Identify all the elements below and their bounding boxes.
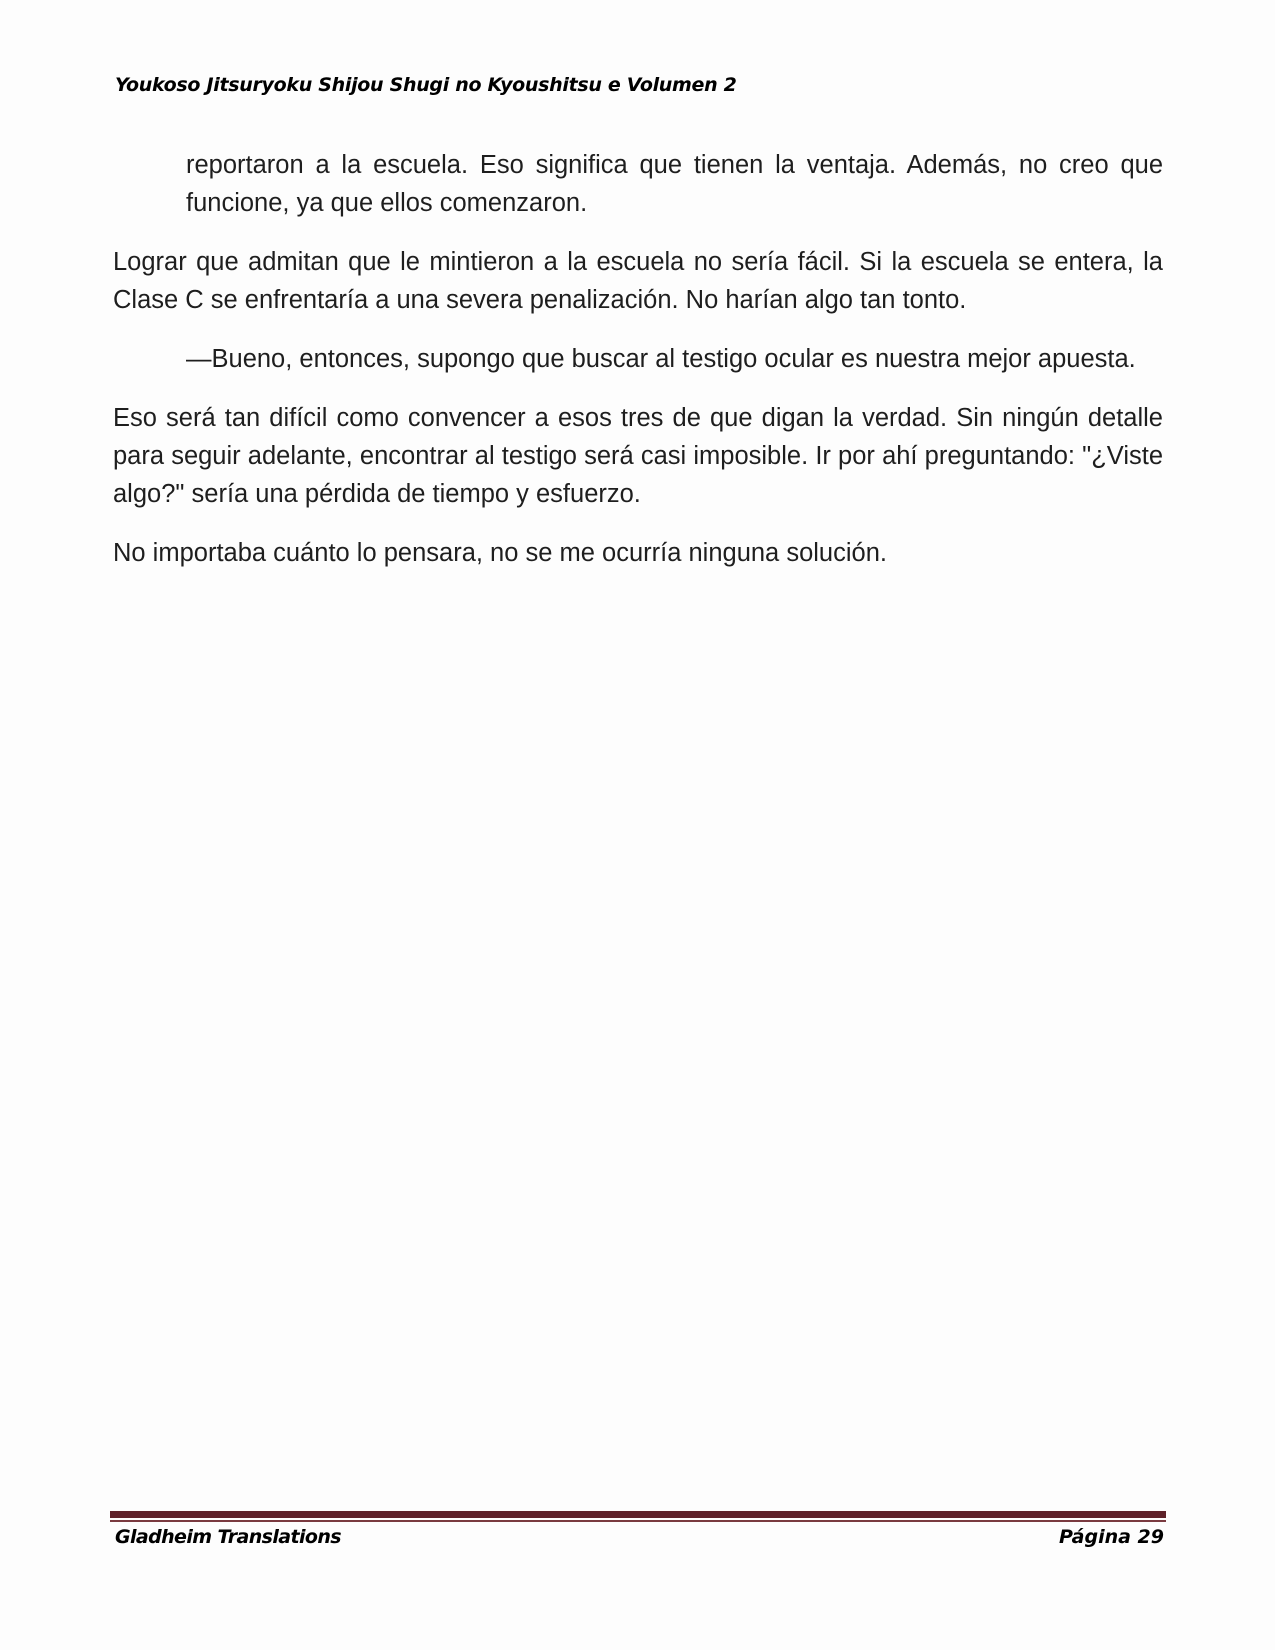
- footer-divider-thin: [110, 1520, 1166, 1522]
- running-header-title: Youkoso Jitsuryoku Shijou Shugi no Kyoushitsu e Volumen 2: [115, 74, 737, 96]
- footer-translator-credit: Gladheim Translations: [115, 1526, 341, 1548]
- page-body: [113, 146, 1163, 593]
- paragraph-narration: Lograr que admitan que le mintieron a la escuela no sería fácil. Si la escuela se entera, la Clase C se enfrentaría a una severa penalización. No harían algo tan tonto.: [113, 248, 1163, 314]
- paragraph-narration: No importaba cuánto lo pensara, no se me ocurría ninguna solución.: [113, 539, 887, 567]
- paragraph-dialogue: —Bueno, entonces, supongo que buscar al testigo ocular es nuestra mejor apuesta.: [186, 345, 1136, 373]
- paragraph-dialogue-continuation: reportaron a la escuela. Eso significa que tienen la ventaja. Además, no creo que funcione, ya que ellos comenzaron.: [186, 151, 1163, 217]
- footer-divider: [110, 1511, 1166, 1518]
- page-number: Página 29: [1058, 1526, 1164, 1548]
- paragraph-narration: Eso será tan difícil como convencer a esos tres de que digan la verdad. Sin ningún detalle para seguir adelante, encontrar al testigo será casi imposible. Ir por ahí preguntando: "¿Viste algo?" sería una pérdida de tiempo y esfuerzo.: [113, 404, 1163, 508]
